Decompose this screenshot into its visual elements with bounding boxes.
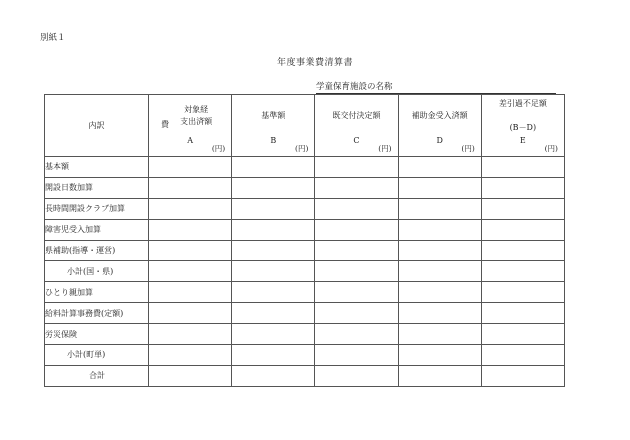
cell-standard[interactable]	[232, 219, 315, 240]
header-decided-line1: 既交付決定額	[332, 111, 381, 120]
cell-received[interactable]	[398, 240, 481, 261]
cell-diff[interactable]	[481, 324, 564, 345]
cell-expenditure[interactable]	[149, 219, 232, 240]
header-diff	[481, 95, 564, 157]
row-label: 障害児受入加算	[45, 219, 149, 240]
header-item: 内訳	[45, 95, 149, 157]
table-row	[45, 198, 565, 219]
cell-standard[interactable]	[232, 303, 315, 324]
table-row	[45, 345, 565, 366]
header-diff-letter: E	[519, 136, 526, 145]
annex-label: 別紙１	[40, 33, 66, 43]
header-received-line1: 補助金受入済額	[411, 111, 468, 120]
row-label: 小計(国・県)	[45, 261, 149, 282]
row-label: 県補助(指導・運営)	[45, 240, 149, 261]
cell-decided[interactable]	[315, 261, 398, 282]
header-expenditure-line1: 対象経	[184, 105, 209, 114]
header-standard-line1: 基準額	[261, 111, 286, 120]
cell-received[interactable]	[398, 198, 481, 219]
cell-standard[interactable]	[232, 177, 315, 198]
cell-expenditure[interactable]	[149, 303, 232, 324]
row-label: 基本額	[45, 157, 149, 178]
header-decided-letter: C	[353, 136, 360, 145]
document-title: 年度事業費清算書	[276, 58, 353, 68]
cell-expenditure[interactable]	[149, 345, 232, 366]
header-diff-unit: (円)	[544, 144, 558, 153]
header-standard-letter: B	[270, 136, 277, 145]
cell-expenditure[interactable]	[149, 177, 232, 198]
header-expenditure-line2: 支出済額	[180, 117, 213, 126]
row-label: 長時間開設クラブ加算	[45, 198, 149, 219]
cell-received[interactable]	[398, 324, 481, 345]
header-expenditure	[149, 95, 232, 157]
cell-expenditure[interactable]	[149, 261, 232, 282]
cell-decided[interactable]	[315, 157, 398, 178]
table-body	[45, 157, 565, 387]
cell-diff[interactable]	[481, 240, 564, 261]
row-label: 開設日数加算	[45, 177, 149, 198]
cell-diff[interactable]	[481, 345, 564, 366]
cell-received[interactable]	[398, 177, 481, 198]
cell-received[interactable]	[398, 157, 481, 178]
cell-expenditure[interactable]	[149, 324, 232, 345]
cell-diff[interactable]	[481, 282, 564, 303]
cell-expenditure[interactable]	[149, 240, 232, 261]
cell-standard[interactable]	[232, 240, 315, 261]
table-row	[45, 177, 565, 198]
cell-diff[interactable]	[481, 365, 564, 386]
table-row	[45, 365, 565, 386]
table-row	[45, 261, 565, 282]
header-received	[398, 95, 481, 157]
header-decided	[315, 95, 398, 157]
facility-name-field[interactable]	[316, 80, 556, 94]
cell-diff[interactable]	[481, 261, 564, 282]
cell-diff[interactable]	[481, 177, 564, 198]
cell-standard[interactable]	[232, 345, 315, 366]
cell-diff[interactable]	[481, 219, 564, 240]
row-label: 労災保険	[45, 324, 149, 345]
header-received-unit: (円)	[461, 144, 475, 153]
table-row	[45, 219, 565, 240]
header-diff-line1: 差引過不足額	[498, 99, 547, 108]
row-label: 給料計算事務費(定額)	[45, 303, 149, 324]
cell-decided[interactable]	[315, 324, 398, 345]
row-label: ひとり親加算	[45, 282, 149, 303]
cell-standard[interactable]	[232, 198, 315, 219]
header-standard-unit: (円)	[295, 144, 309, 153]
cell-expenditure[interactable]	[149, 282, 232, 303]
table-row	[45, 324, 565, 345]
cell-expenditure[interactable]	[149, 198, 232, 219]
cell-decided[interactable]	[315, 177, 398, 198]
header-expenditure-unit: (円)	[211, 144, 226, 153]
cell-received[interactable]	[398, 261, 481, 282]
header-diff-formula: (B－D)	[509, 123, 537, 132]
settlement-table	[44, 94, 565, 387]
header-standard	[232, 95, 315, 157]
table-header-row	[45, 95, 565, 157]
cell-diff[interactable]	[481, 157, 564, 178]
cell-received[interactable]	[398, 282, 481, 303]
cell-received[interactable]	[398, 219, 481, 240]
header-decided-unit: (円)	[378, 144, 392, 153]
cell-diff[interactable]	[481, 198, 564, 219]
cell-expenditure[interactable]	[149, 157, 232, 178]
header-received-letter: D	[436, 136, 443, 145]
row-label: 小計(町単)	[45, 345, 149, 366]
cell-standard[interactable]	[232, 282, 315, 303]
cell-received[interactable]	[398, 303, 481, 324]
cell-standard[interactable]	[232, 261, 315, 282]
facility-name-label: 学童保育施設の名称	[316, 82, 393, 92]
cell-decided[interactable]	[315, 240, 398, 261]
cell-received[interactable]	[398, 345, 481, 366]
cell-received[interactable]	[398, 365, 481, 386]
cell-decided[interactable]	[315, 219, 398, 240]
cell-decided[interactable]	[315, 198, 398, 219]
header-expenditure-prefix: 費	[161, 120, 169, 129]
cell-standard[interactable]	[232, 157, 315, 178]
table-row	[45, 303, 565, 324]
cell-decided[interactable]	[315, 365, 398, 386]
header-expenditure-letter: A	[187, 136, 193, 145]
table-row	[45, 157, 565, 178]
cell-standard[interactable]	[232, 324, 315, 345]
row-label: 合計	[45, 365, 149, 386]
cell-diff[interactable]	[481, 303, 564, 324]
table-row	[45, 240, 565, 261]
table-row	[45, 282, 565, 303]
cell-standard[interactable]	[232, 365, 315, 386]
cell-decided[interactable]	[315, 345, 398, 366]
cell-expenditure[interactable]	[149, 365, 232, 386]
cell-decided[interactable]	[315, 282, 398, 303]
cell-decided[interactable]	[315, 303, 398, 324]
